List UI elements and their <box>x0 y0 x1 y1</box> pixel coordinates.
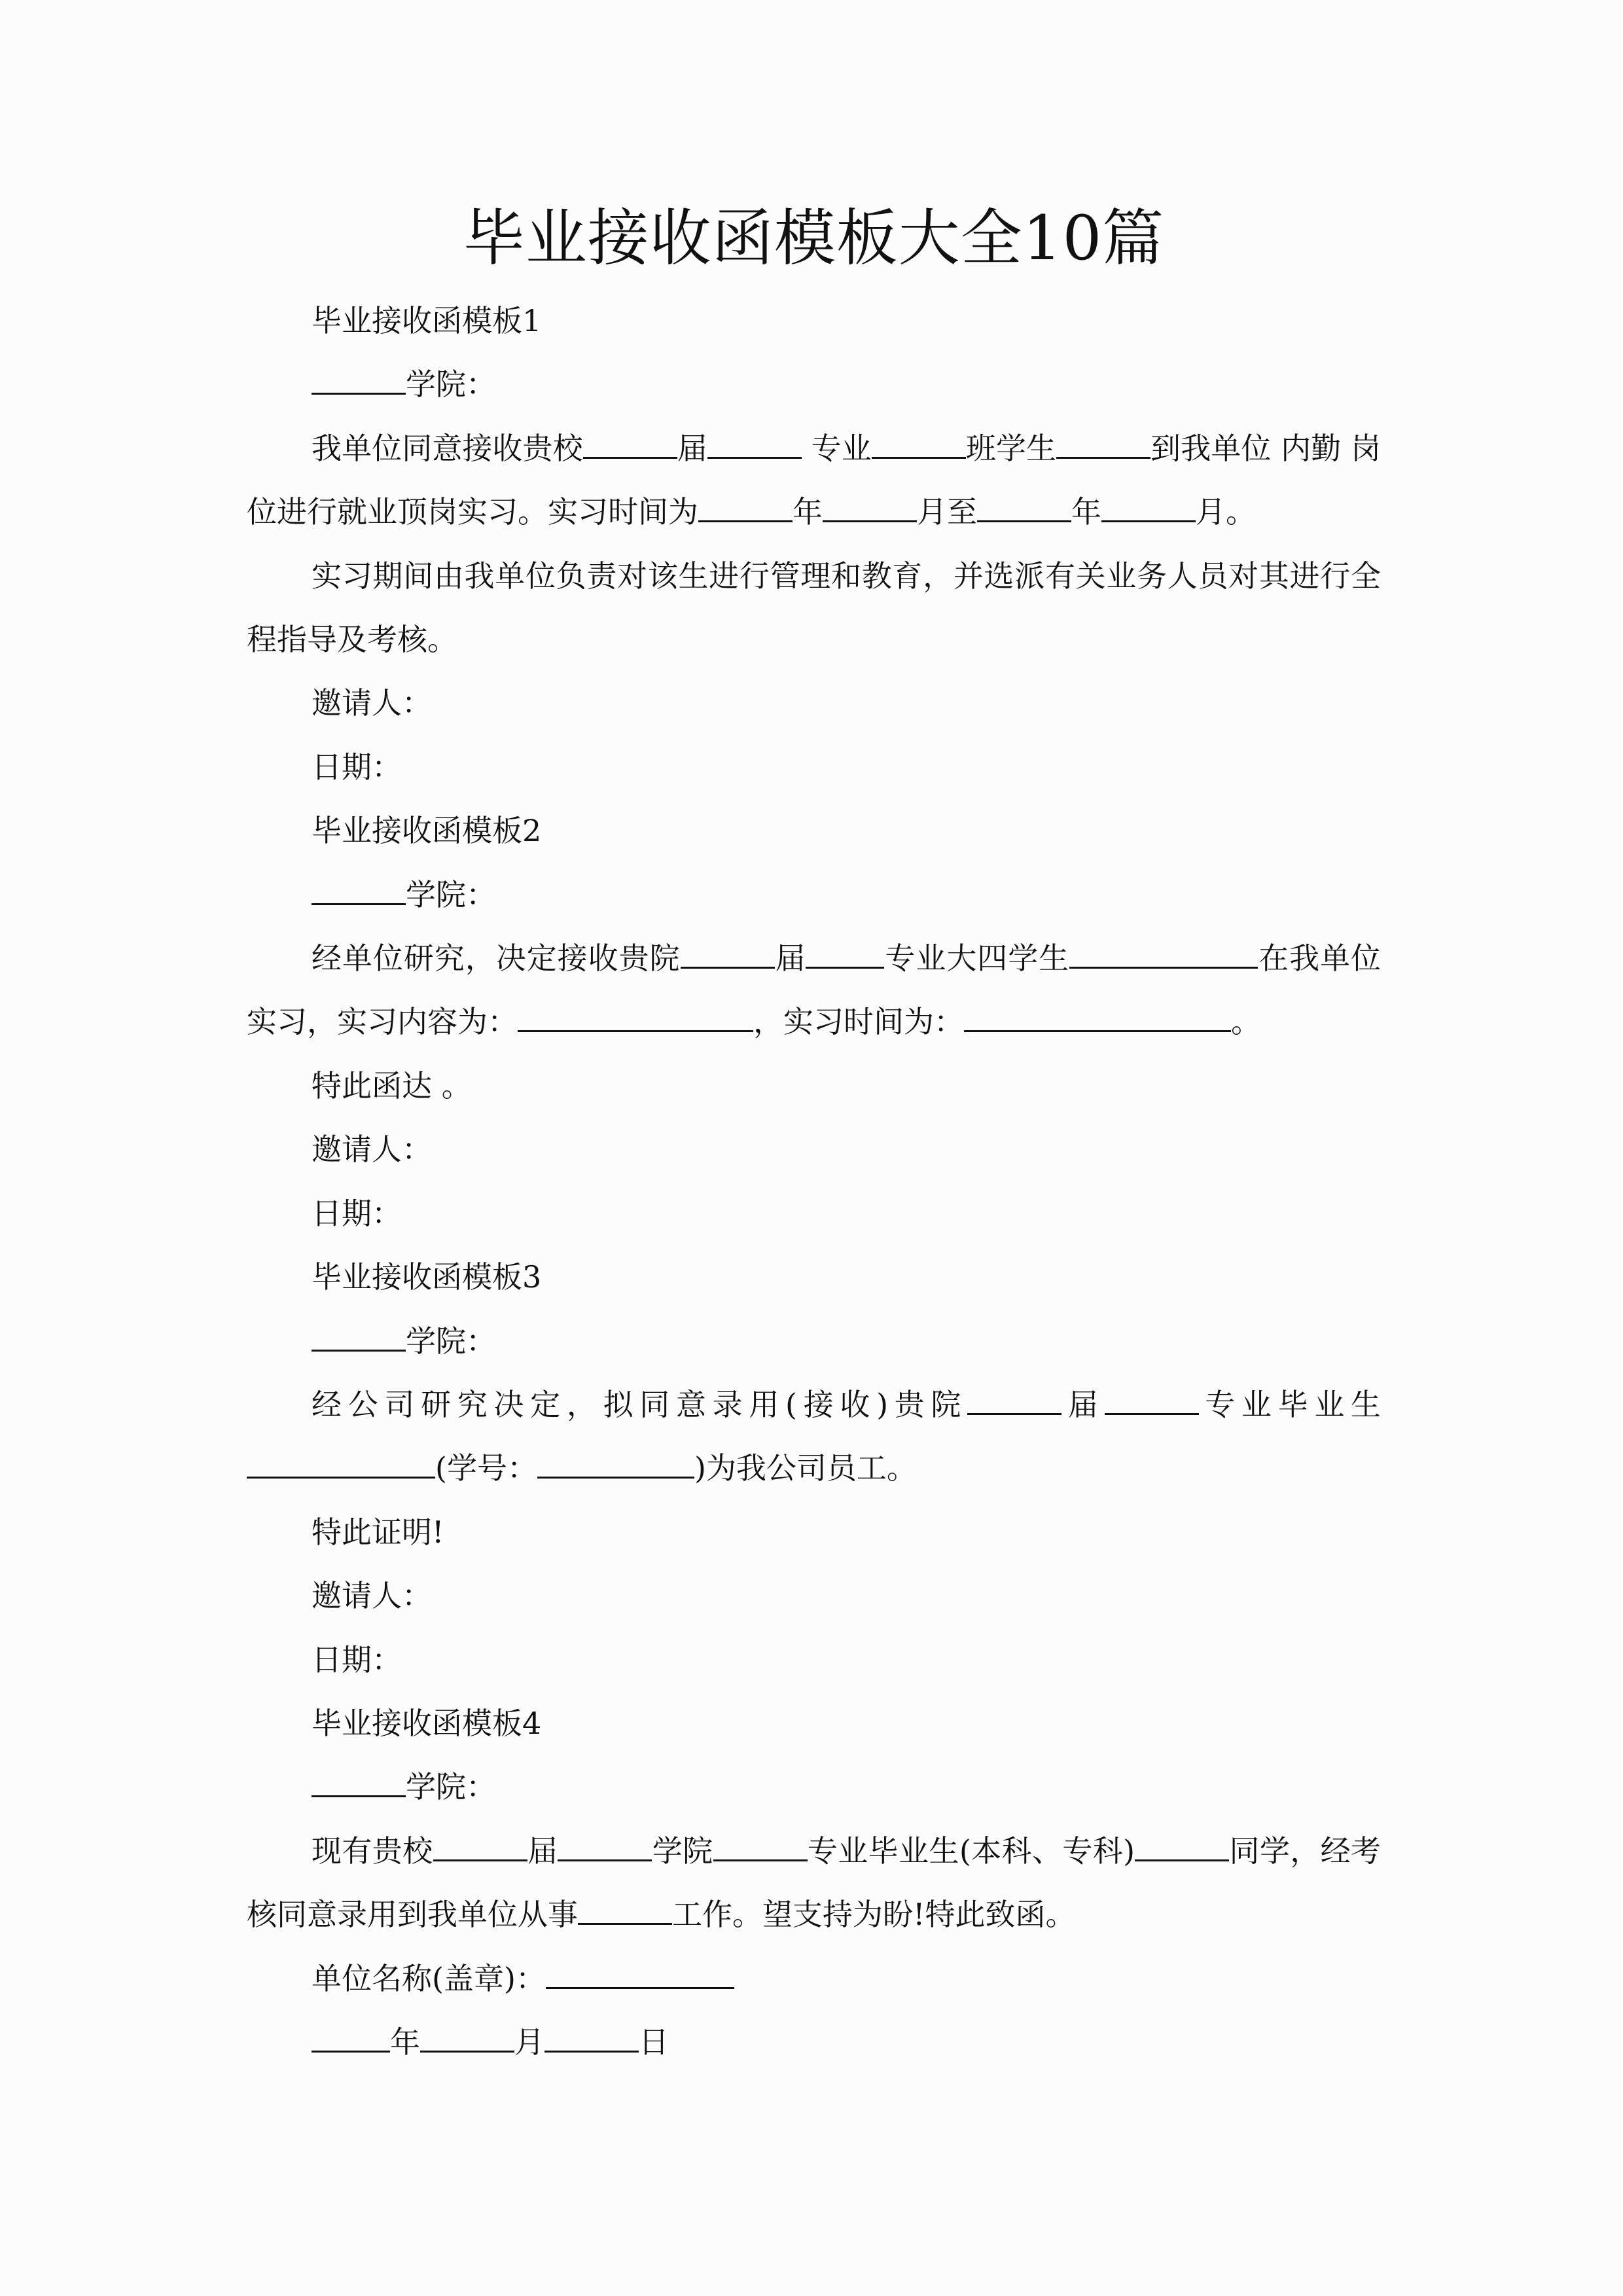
paragraph-text: 现有贵校 <box>312 1833 433 1869</box>
paragraph-text: 日 <box>639 2024 669 2060</box>
paragraph-text: 学院 <box>652 1833 713 1869</box>
document-body <box>247 289 1381 2074</box>
fill-in-blank <box>1069 942 1258 969</box>
paragraph <box>247 1628 1381 1692</box>
paragraph-text: 专业 <box>801 430 872 466</box>
fill-in-blank <box>1101 495 1196 522</box>
paragraph-text: 邀请人： <box>312 1132 432 1168</box>
paragraph <box>247 1054 1381 1118</box>
paragraph-text: 邀请人： <box>312 1578 432 1614</box>
paragraph-text: 日期： <box>312 749 402 785</box>
paragraph <box>247 353 1381 416</box>
paragraph <box>247 736 1381 799</box>
paragraph-text: 月。 <box>1196 494 1256 530</box>
paragraph-text: 实习期间由我单位负责对该生进行管理和教育，并选派有关业务人员对其进行全程指导及考核。 <box>247 558 1381 658</box>
fill-in-blank <box>420 2026 514 2053</box>
paragraph-text: 学院： <box>406 1323 496 1359</box>
paragraph <box>247 672 1381 735</box>
paragraph-text: 专业毕业生 <box>1198 1386 1382 1422</box>
paragraph <box>247 1373 1381 1501</box>
paragraph <box>247 289 1381 353</box>
fill-in-blank <box>312 368 406 395</box>
paragraph <box>247 417 1381 545</box>
fill-in-blank <box>544 2026 639 2053</box>
fill-in-blank <box>518 1005 753 1032</box>
paragraph-text: 在我单位实习，实习内容为： <box>247 941 1382 1040</box>
fill-in-blank <box>967 1388 1061 1415</box>
paragraph-text: 届 <box>774 941 806 977</box>
fill-in-blank <box>583 432 677 459</box>
paragraph <box>247 1755 1381 1819</box>
paragraph-text: 届 <box>1061 1386 1105 1422</box>
fill-in-blank <box>312 1325 406 1352</box>
paragraph-text: 经公司研究决定，拟同意录用(接收)贵院 <box>312 1386 968 1422</box>
paragraph-text: 专业大四学生 <box>884 941 1070 977</box>
paragraph-text: 学院： <box>406 367 496 403</box>
paragraph <box>247 1947 1381 2011</box>
paragraph-text: 学院： <box>406 1769 496 1805</box>
paragraph-text: 月至 <box>917 494 977 530</box>
paragraph-text: )为我公司员工。 <box>694 1450 917 1486</box>
fill-in-blank <box>1105 1388 1199 1415</box>
paragraph <box>247 1564 1381 1628</box>
paragraph <box>247 1246 1381 1309</box>
paragraph-text: 毕业接收函模板1 <box>312 303 542 338</box>
paragraph-text: 工作。望支持为盼!特此致函。 <box>672 1897 1076 1933</box>
fill-in-blank <box>558 1835 652 1861</box>
fill-in-blank <box>537 1452 694 1479</box>
document-title: 毕业接收函模板大全10篇 <box>463 203 1165 274</box>
fill-in-blank <box>433 1835 527 1861</box>
fill-in-blank <box>546 1962 734 1989</box>
paragraph-text: 年 <box>1071 494 1101 530</box>
paragraph-text: 毕业接收函模板3 <box>312 1259 542 1295</box>
paragraph <box>247 1310 1381 1373</box>
paragraph-text: 年 <box>390 2024 420 2060</box>
paragraph <box>247 1182 1381 1246</box>
fill-in-blank <box>698 495 793 522</box>
paragraph <box>247 1692 1381 1755</box>
paragraph-text: 同学，经考核同意录用到我单位从事 <box>247 1833 1382 1933</box>
fill-in-blank <box>1135 1835 1229 1861</box>
paragraph-text: 专业毕业生(本科、专科) <box>807 1833 1135 1869</box>
fill-in-blank <box>578 1898 672 1925</box>
paragraph-text: 经单位研究，决定接收贵院 <box>312 941 681 977</box>
fill-in-blank <box>681 942 775 969</box>
paragraph-text: 。 <box>1231 1004 1261 1040</box>
paragraph-text: 特此函达 。 <box>312 1067 472 1103</box>
paragraph-text: 班学生 <box>965 430 1057 466</box>
fill-in-blank <box>964 1005 1231 1032</box>
paragraph <box>247 1501 1381 1564</box>
paragraph <box>247 2011 1381 2074</box>
paragraph <box>247 799 1381 863</box>
fill-in-blank <box>977 495 1071 522</box>
fill-in-blank <box>312 1770 406 1797</box>
paragraph-text: 单位名称(盖章)： <box>312 1960 546 1996</box>
paragraph-text: 年 <box>793 494 823 530</box>
fill-in-blank <box>312 878 406 905</box>
paragraph <box>247 863 1381 927</box>
fill-in-blank <box>707 432 802 459</box>
fill-in-blank <box>806 942 884 969</box>
fill-in-blank <box>312 2026 390 2053</box>
paragraph-text: 日期： <box>312 1195 402 1231</box>
paragraph <box>247 927 1381 1054</box>
paragraph <box>247 545 1381 672</box>
fill-in-blank <box>872 432 966 459</box>
fill-in-blank <box>823 495 917 522</box>
paragraph-text: 特此证明! <box>312 1514 444 1550</box>
paragraph <box>247 1820 1381 1947</box>
fill-in-blank <box>713 1835 808 1861</box>
paragraph-text: 学院： <box>406 876 496 912</box>
paragraph-text: (学号： <box>435 1450 537 1486</box>
paragraph-text: 毕业接收函模板4 <box>312 1705 542 1741</box>
paragraph-text: 到我单位 内勤 岗位进行就业顶岗实习。实习时间为 <box>247 430 1382 530</box>
paragraph-text: 我单位同意接收贵校 <box>312 430 583 466</box>
paragraph-text: 届 <box>677 430 707 466</box>
paragraph-text: 届 <box>527 1833 558 1869</box>
fill-in-blank <box>1056 432 1150 459</box>
paragraph-text: ，实习时间为： <box>753 1004 964 1040</box>
paragraph <box>247 1118 1381 1181</box>
paragraph-text: 日期： <box>312 1641 402 1677</box>
fill-in-blank <box>247 1452 435 1479</box>
paragraph-text: 毕业接收函模板2 <box>312 813 542 849</box>
paragraph-text: 月 <box>514 2024 544 2060</box>
paragraph-text: 邀请人： <box>312 685 432 721</box>
